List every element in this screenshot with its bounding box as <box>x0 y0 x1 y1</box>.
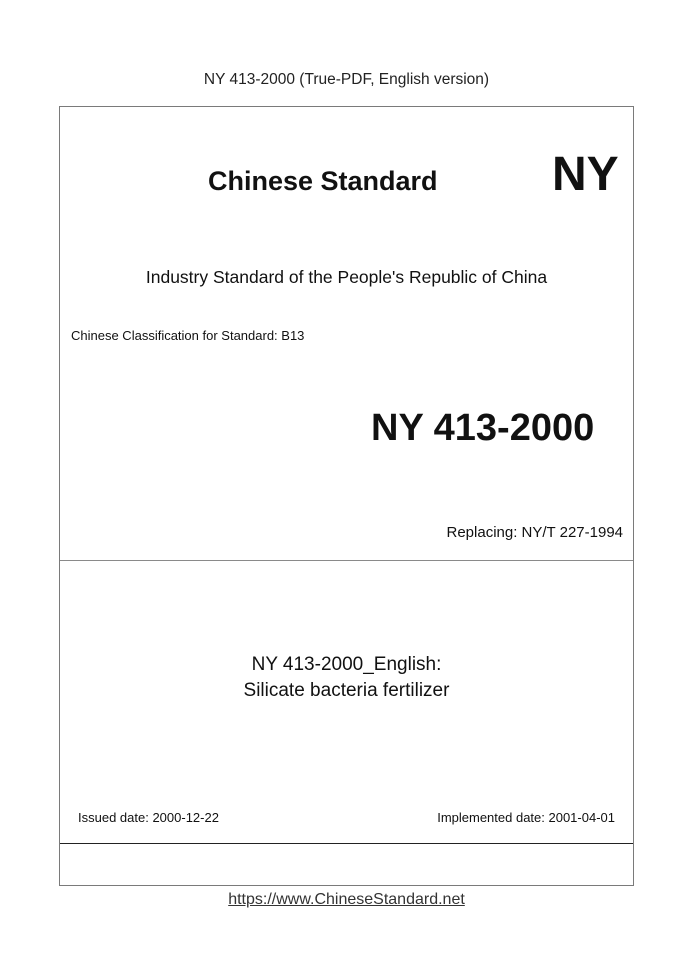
brand-title: Chinese Standard <box>208 166 438 196</box>
replacing-text: Replacing: NY/T 227-1994 <box>446 524 623 541</box>
issued-date: Issued date: 2000-12-22 <box>78 810 219 825</box>
cover-frame <box>59 106 634 886</box>
document-title-line1: NY 413-2000_English: <box>251 654 442 675</box>
footer-divider <box>60 843 633 844</box>
document-title <box>60 652 633 704</box>
industry-standard-subtitle: Industry Standard of the People's Republic of China <box>145 267 548 287</box>
document-header-caption: NY 413-2000 (True-PDF, English version) <box>203 71 490 88</box>
section-divider <box>60 560 633 561</box>
document-title-line2: Silicate bacteria fertilizer <box>243 680 450 701</box>
website-link[interactable]: https://www.ChineseStandard.net <box>228 891 465 908</box>
standard-number: NY 413-2000 <box>371 407 595 449</box>
brand-code: NY <box>552 148 619 201</box>
implemented-date: Implemented date: 2001-04-01 <box>437 810 615 825</box>
classification-text: Chinese Classification for Standard: B13 <box>71 328 305 343</box>
